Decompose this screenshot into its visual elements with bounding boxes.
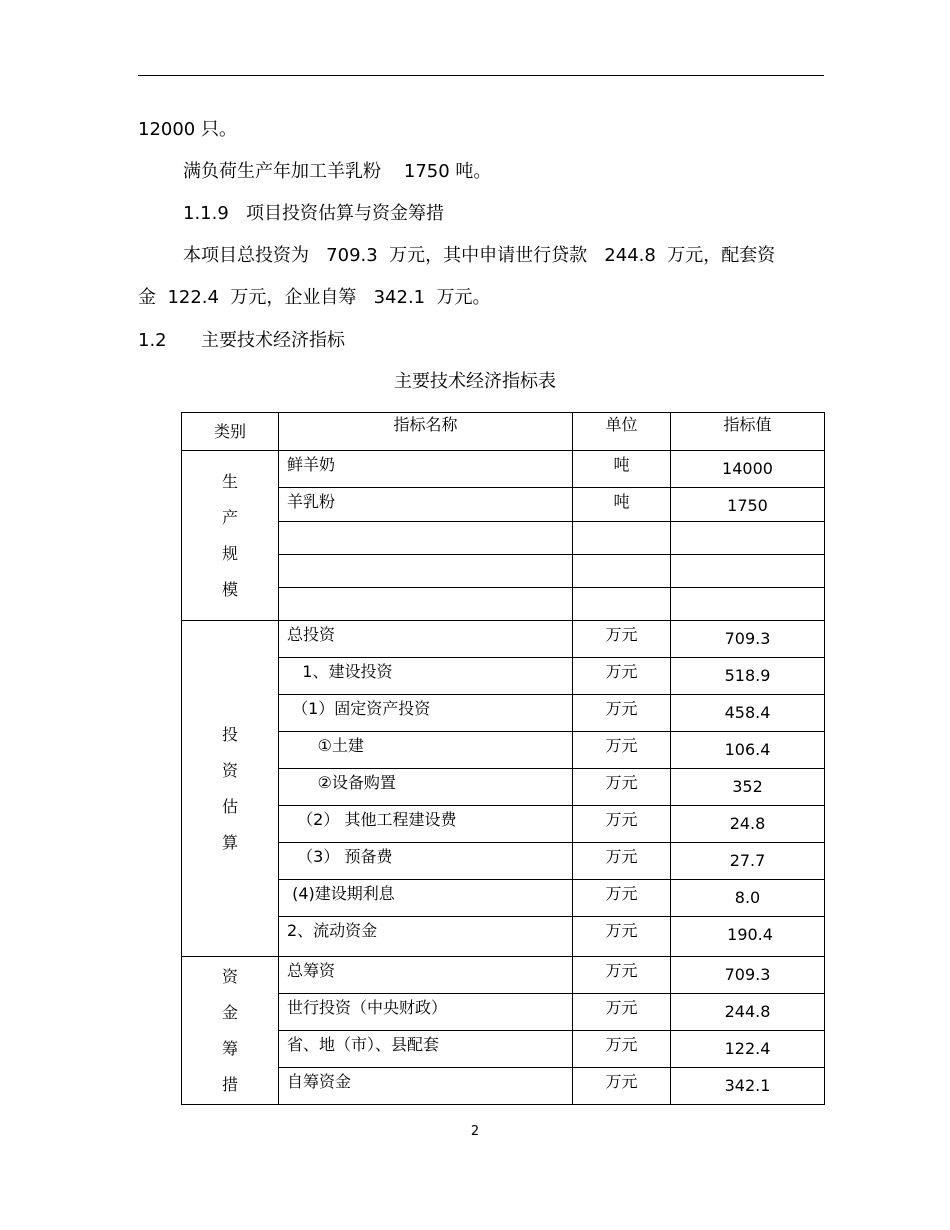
indicator-value: 709.3 — [724, 965, 771, 984]
table-row — [182, 732, 825, 769]
indicator-value-cell — [671, 522, 825, 555]
indicator-name-cell — [279, 994, 573, 1031]
header-name: 指标名称 — [279, 413, 573, 451]
indicator-unit: 万元 — [605, 998, 638, 1017]
indicator-name-cell — [279, 917, 573, 957]
table-row — [182, 555, 825, 588]
table-row — [182, 488, 825, 522]
indicator-name-cell — [279, 588, 573, 621]
table-row — [182, 621, 825, 658]
indicator-unit-cell — [573, 488, 671, 522]
body-line-2: 满负荷生产年加工羊乳粉 1750 吨。 — [183, 161, 492, 182]
indicator-unit-cell — [573, 769, 671, 806]
subsection-heading: 1.1.9 项目投资估算与资金筹措 — [183, 203, 444, 224]
indicator-name-cell — [279, 621, 573, 658]
table-row — [182, 806, 825, 843]
indicator-name-cell — [279, 451, 573, 488]
indicator-value: 24.8 — [729, 814, 766, 833]
indicator-value: 27.7 — [729, 851, 766, 870]
indicator-unit-cell — [573, 1068, 671, 1105]
indicator-unit: 万元 — [605, 625, 638, 644]
table-row — [182, 695, 825, 732]
indicator-name-cell — [279, 555, 573, 588]
indicator-unit: 万元 — [605, 1035, 638, 1054]
indicator-value: 342.1 — [724, 1076, 771, 1095]
indicator-unit: 万元 — [605, 847, 638, 866]
indicator-unit-cell — [573, 917, 671, 957]
indicator-value-cell — [671, 621, 825, 658]
indicator-value-cell — [671, 769, 825, 806]
indicator-value: 709.3 — [724, 629, 771, 648]
indicator-name: ①土建 — [287, 736, 364, 755]
indicator-value-cell — [671, 695, 825, 732]
indicator-value-cell — [671, 843, 825, 880]
indicator-unit: 万元 — [605, 773, 638, 792]
indicator-unit: 万元 — [605, 961, 638, 980]
body-line-1: 12000 只。 — [138, 119, 237, 140]
indicator-name: （2） 其他工程建设费 — [287, 810, 457, 829]
indicator-name-cell — [279, 880, 573, 917]
table-row — [182, 769, 825, 806]
table-row — [182, 843, 825, 880]
category-label: 生 产 规 模 — [221, 471, 238, 599]
indicator-value-cell — [671, 732, 825, 769]
indicator-value-cell — [671, 1068, 825, 1105]
indicator-value — [671, 588, 824, 594]
indicator-value-cell — [671, 880, 825, 917]
indicator-name — [279, 522, 572, 524]
indicator-value: 14000 — [722, 459, 773, 478]
indicator-name: 自筹资金 — [287, 1072, 352, 1091]
indicator-name-cell — [279, 806, 573, 843]
indicator-value: 352 — [732, 777, 763, 796]
indicator-unit-cell — [573, 1031, 671, 1068]
indicator-value: 518.9 — [724, 666, 771, 685]
indicator-name: （1）固定资产投资 — [287, 699, 431, 718]
indicator-unit-cell — [573, 994, 671, 1031]
indicator-value-cell — [671, 957, 825, 994]
indicator-name: 总投资 — [287, 625, 336, 644]
indicator-table — [181, 412, 825, 1105]
body-line-4: 本项目总投资为 709.3 万元，其中申请世行贷款 244.8 万元，配套资 — [183, 245, 776, 266]
indicator-value: 1750 — [727, 496, 768, 515]
indicator-unit: 万元 — [605, 884, 638, 903]
table-row — [182, 1031, 825, 1068]
indicator-unit-cell — [573, 555, 671, 588]
category-label: 资 金 筹 措 — [221, 966, 238, 1094]
header-value: 指标值 — [671, 413, 825, 451]
table-row — [182, 658, 825, 695]
table-header-row — [182, 413, 825, 451]
indicator-name-cell — [279, 488, 573, 522]
indicator-unit: 吨 — [613, 455, 630, 474]
indicator-value: 458.4 — [724, 703, 771, 722]
indicator-name: （3） 预备费 — [287, 847, 393, 866]
indicator-unit: 万元 — [605, 662, 638, 681]
table-row — [182, 957, 825, 994]
indicator-unit: 万元 — [605, 810, 638, 829]
indicator-value-cell — [671, 488, 825, 522]
indicator-name-cell — [279, 1031, 573, 1068]
indicator-value: 8.0 — [734, 888, 761, 907]
indicator-name — [279, 555, 572, 557]
indicator-name: 1、建设投资 — [287, 662, 393, 681]
indicator-value-cell — [671, 588, 825, 621]
header-category: 类别 — [182, 413, 279, 451]
indicator-unit: 万元 — [605, 921, 638, 940]
indicator-value: 106.4 — [724, 740, 771, 759]
section-heading: 1.2 主要技术经济指标 — [138, 330, 345, 351]
table-row — [182, 994, 825, 1031]
indicator-name: 世行投资（中央财政） — [287, 998, 448, 1017]
indicator-unit — [573, 555, 670, 557]
category-cell — [182, 621, 279, 957]
indicator-value — [671, 522, 824, 528]
indicator-unit: 万元 — [605, 699, 638, 718]
table-row — [182, 1068, 825, 1105]
header-rule — [138, 75, 824, 76]
indicator-name: 2、流动资金 — [287, 921, 378, 940]
indicator-value-cell — [671, 1031, 825, 1068]
indicator-name-cell — [279, 1068, 573, 1105]
indicator-name-cell — [279, 732, 573, 769]
indicator-name-cell — [279, 522, 573, 555]
table-row — [182, 917, 825, 957]
indicator-unit-cell — [573, 695, 671, 732]
indicator-value-cell — [671, 555, 825, 588]
indicator-value — [671, 555, 824, 561]
indicator-name — [279, 588, 572, 590]
table-caption: 主要技术经济指标表 — [394, 371, 556, 392]
category-label: 投 资 估 算 — [221, 724, 238, 852]
indicator-name-cell — [279, 843, 573, 880]
indicator-name: 省、地（市）、县配套 — [287, 1035, 440, 1054]
indicator-unit: 万元 — [605, 736, 638, 755]
indicator-unit-cell — [573, 658, 671, 695]
indicator-unit-cell — [573, 806, 671, 843]
indicator-value: 244.8 — [724, 1002, 771, 1021]
indicator-unit: 吨 — [613, 492, 630, 511]
indicator-value-cell — [671, 451, 825, 488]
table-row — [182, 880, 825, 917]
indicator-value: 122.4 — [724, 1039, 771, 1058]
indicator-value-cell — [671, 806, 825, 843]
indicator-name: (4)建设期利息 — [287, 884, 395, 903]
indicator-value: 190.4 — [722, 925, 773, 944]
indicator-name-cell — [279, 658, 573, 695]
category-cell — [182, 451, 279, 621]
indicator-name: 鲜羊奶 — [287, 455, 336, 474]
header-unit: 单位 — [573, 413, 671, 451]
category-cell — [182, 957, 279, 1105]
indicator-name-cell — [279, 769, 573, 806]
indicator-unit — [573, 522, 670, 524]
indicator-unit: 万元 — [605, 1072, 638, 1091]
indicator-name-cell — [279, 957, 573, 994]
page-number: 2 — [470, 1124, 480, 1139]
indicator-unit-cell — [573, 957, 671, 994]
indicator-value-cell — [671, 917, 825, 957]
indicator-unit-cell — [573, 880, 671, 917]
table-row — [182, 588, 825, 621]
indicator-unit-cell — [573, 843, 671, 880]
table-row — [182, 451, 825, 488]
indicator-unit-cell — [573, 621, 671, 658]
indicator-value-cell — [671, 994, 825, 1031]
indicator-name-cell — [279, 695, 573, 732]
indicator-value-cell — [671, 658, 825, 695]
table-row — [182, 522, 825, 555]
indicator-unit-cell — [573, 522, 671, 555]
indicator-unit-cell — [573, 588, 671, 621]
indicator-unit — [573, 588, 670, 590]
indicator-name: ②设备购置 — [287, 773, 396, 792]
indicator-unit-cell — [573, 451, 671, 488]
indicator-name: 羊乳粉 — [287, 492, 336, 511]
indicator-name: 总筹资 — [287, 961, 336, 980]
indicator-unit-cell — [573, 732, 671, 769]
body-line-5: 金 122.4 万元，企业自筹 342.1 万元。 — [138, 287, 491, 308]
